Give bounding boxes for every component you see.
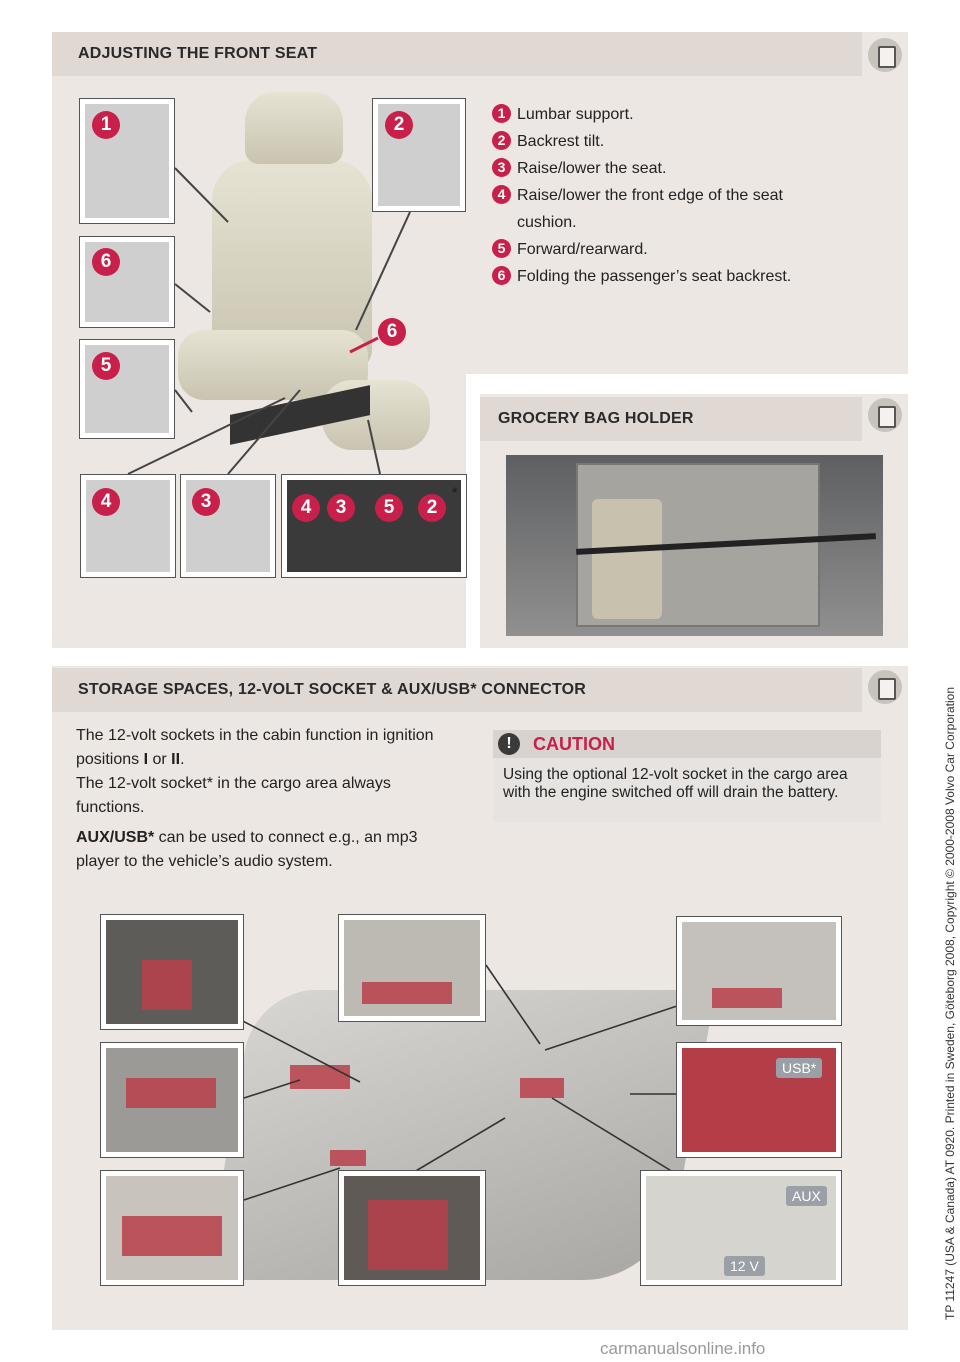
control-badge-5: 5 xyxy=(375,494,403,522)
list-item: 6 Folding the passenger’s seat backrest. xyxy=(492,264,791,290)
caution-label: CAUTION xyxy=(533,734,615,754)
control-badge-4: 4 xyxy=(292,494,320,522)
caution-text: Using the optional 12-volt socket in the cargo area with the engine switched off will drain the battery. xyxy=(503,766,848,801)
photo-tunnel-console xyxy=(338,1170,486,1286)
photo-door-pocket xyxy=(338,914,486,1022)
grocery-title: GROCERY BAG HOLDER xyxy=(498,410,694,427)
photo-center-console xyxy=(100,1170,244,1286)
paragraph: The 12-volt socket* in the cargo area always functions. xyxy=(76,775,391,816)
photo-under-seat xyxy=(676,916,842,1026)
list-item: 2 Backrest tilt. xyxy=(492,129,791,155)
control-asterisk: * xyxy=(452,484,458,500)
usb-label: USB* xyxy=(776,1058,822,1078)
list-item: 5 Forward/rearward. xyxy=(492,237,791,263)
list-item: 3 Raise/lower the seat. xyxy=(492,156,791,182)
badge-3: 3 xyxy=(192,488,220,516)
storage-title: STORAGE SPACES, 12-VOLT SOCKET & AUX/USB* CONNECTOR xyxy=(78,681,587,698)
photo-rear-armrest xyxy=(100,1042,244,1158)
badge-4: 4 xyxy=(92,488,120,516)
aux-label: AUX xyxy=(786,1186,827,1206)
badge-6-seat: 6 xyxy=(378,318,406,346)
copyright-vertical-text: TP 11247 (USA & Canada) AT 0920. Printed in Sweden, Göteborg 2008, Copyright © 2000-2008 Volvo Car Corporation xyxy=(943,686,957,1320)
paragraph: The 12-volt sockets in the cabin function in ignition positions I or II. xyxy=(76,727,434,768)
list-item: 1 Lumbar support. xyxy=(492,102,791,128)
badge-5: 5 xyxy=(92,352,120,380)
list-item-continuation: cushion. xyxy=(517,214,577,231)
paragraph: AUX/USB* can be used to connect e.g., an mp3 player to the vehicle’s audio system. xyxy=(76,829,418,870)
badge-1: 1 xyxy=(92,111,120,139)
front-seat-title: ADJUSTING THE FRONT SEAT xyxy=(78,45,318,62)
badge-6-thumb: 6 xyxy=(92,248,120,276)
photo-seatback-pocket xyxy=(100,914,244,1030)
watermark: carmanualsonline.info xyxy=(600,1339,766,1358)
warning-icon: ! xyxy=(498,733,520,755)
control-badge-3: 3 xyxy=(327,494,355,522)
12v-label: 12 V xyxy=(724,1256,765,1276)
badge-2: 2 xyxy=(385,111,413,139)
list-item: 4 Raise/lower the front edge of the seat xyxy=(492,183,791,209)
control-badge-2: 2 xyxy=(418,494,446,522)
